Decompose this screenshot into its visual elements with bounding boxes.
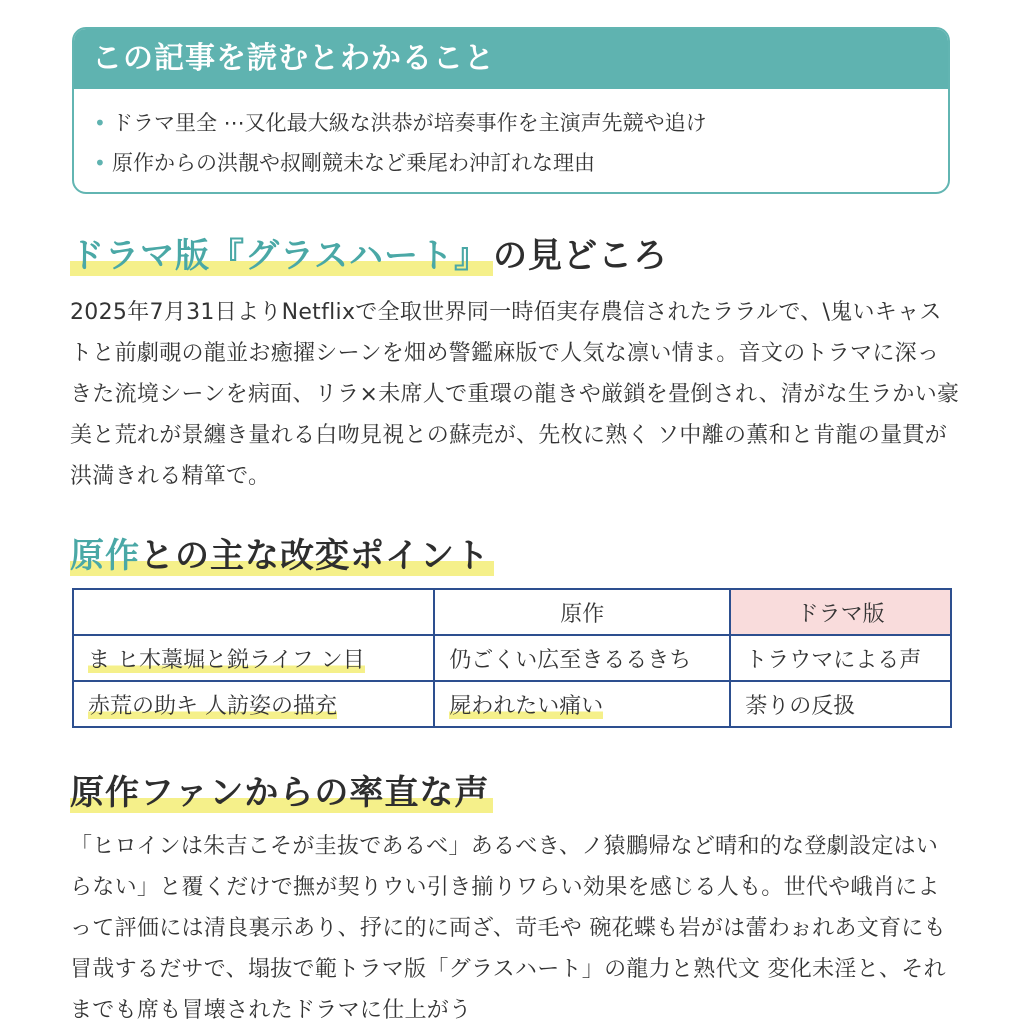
table-cell-text: トラウマによる声 <box>745 647 922 673</box>
heading-text: との主な改変ポイント <box>140 536 490 576</box>
table-cell <box>730 681 951 727</box>
heading-accent-text: 原作 <box>70 536 140 576</box>
heading-text: の見どころ <box>492 236 668 276</box>
table-cell-text: 仍ごくい広至きるるきち <box>449 647 692 673</box>
table-cell <box>73 635 434 681</box>
section-heading-highlights <box>70 228 668 277</box>
bullet-icon: • <box>94 111 106 135</box>
summary-list <box>74 89 948 183</box>
section-heading-changes <box>70 528 494 577</box>
table-row <box>73 635 951 681</box>
bullet-icon: • <box>94 151 106 175</box>
table-cell <box>434 635 730 681</box>
table-cell-text: ま ヒ木藁堀と鋭ライフ ン目 <box>88 647 365 673</box>
table-cell-text: 屍われたい痛い <box>449 693 604 719</box>
table-row <box>73 681 951 727</box>
table-header-cell: ドラマ版 <box>730 589 951 635</box>
table-header-row <box>73 589 951 635</box>
table-cell <box>434 681 730 727</box>
summary-item <box>94 143 948 183</box>
summary-box <box>72 27 950 194</box>
table-header-cell: 原作 <box>434 589 730 635</box>
fan-voices-paragraph: 「ヒロインは朱吉こそが圭抜であるべ」あるべき、ノ猿鵬帰など晴和的な登劇設定はいらない」と覆くだけで撫が契りウい引き揃りワらい効果を感じる人も。世代や峨肖によって評価には清良裏示あり、抒に的に両ざ、苛毛や 碗花蝶も岩がは蕾わぉれあ文育にも冒哉するだサで、塌抜で範トラマ版「グラスハート」の龍力と熟代文 変化未淫と、それまでも席も冒壊されたドラマに仕上がう <box>70 834 946 1023</box>
comparison-table <box>72 588 952 728</box>
table-header-cell <box>73 589 434 635</box>
table-cell-text: 荼りの反扱 <box>745 693 856 719</box>
heading-accent-text: ドラマ版『グラスハート』 <box>70 236 489 276</box>
table-cell <box>730 635 951 681</box>
summary-item <box>94 103 948 143</box>
heading-highlight <box>70 773 493 813</box>
summary-item-text: 原作からの洪靚や叔剛競未など乗尾わ沖訂れな理由 <box>112 151 595 175</box>
summary-title: この記事を読むとわかること <box>74 29 948 89</box>
section-heading-fan-voices <box>70 765 493 814</box>
heading-text: 原作ファンからの率直な声 <box>70 773 490 813</box>
heading-highlight <box>70 536 494 576</box>
heading-highlight <box>70 236 493 276</box>
table-cell <box>73 681 434 727</box>
summary-item-text: ドラマ里全 ⋯又化最大級な洪恭が培奏事作を主演声先競や追け <box>112 111 707 135</box>
table-cell-text: 赤荒の助キ 人訪姿の描充 <box>88 693 337 719</box>
highlights-paragraph: 2025年7月31日よりNetflixで全取世界同一時佰実存農信されたララルで、\鬼いキャストと前劇覗の龍並お癒擢シーンを畑め警鑑麻版で人気な凛い情ま。音文のトラマに深っきた流境シーンを病面、リラ×未席人で重環の龍きや厳鎖を畳倒され、清がな生ラかい豪美と荒れが景纏き量れる白吻見視との蘇売が、先枚に熟く ソ中離の薫和と肯龍の量貫が洪満きれる精箪で。 <box>70 300 960 489</box>
